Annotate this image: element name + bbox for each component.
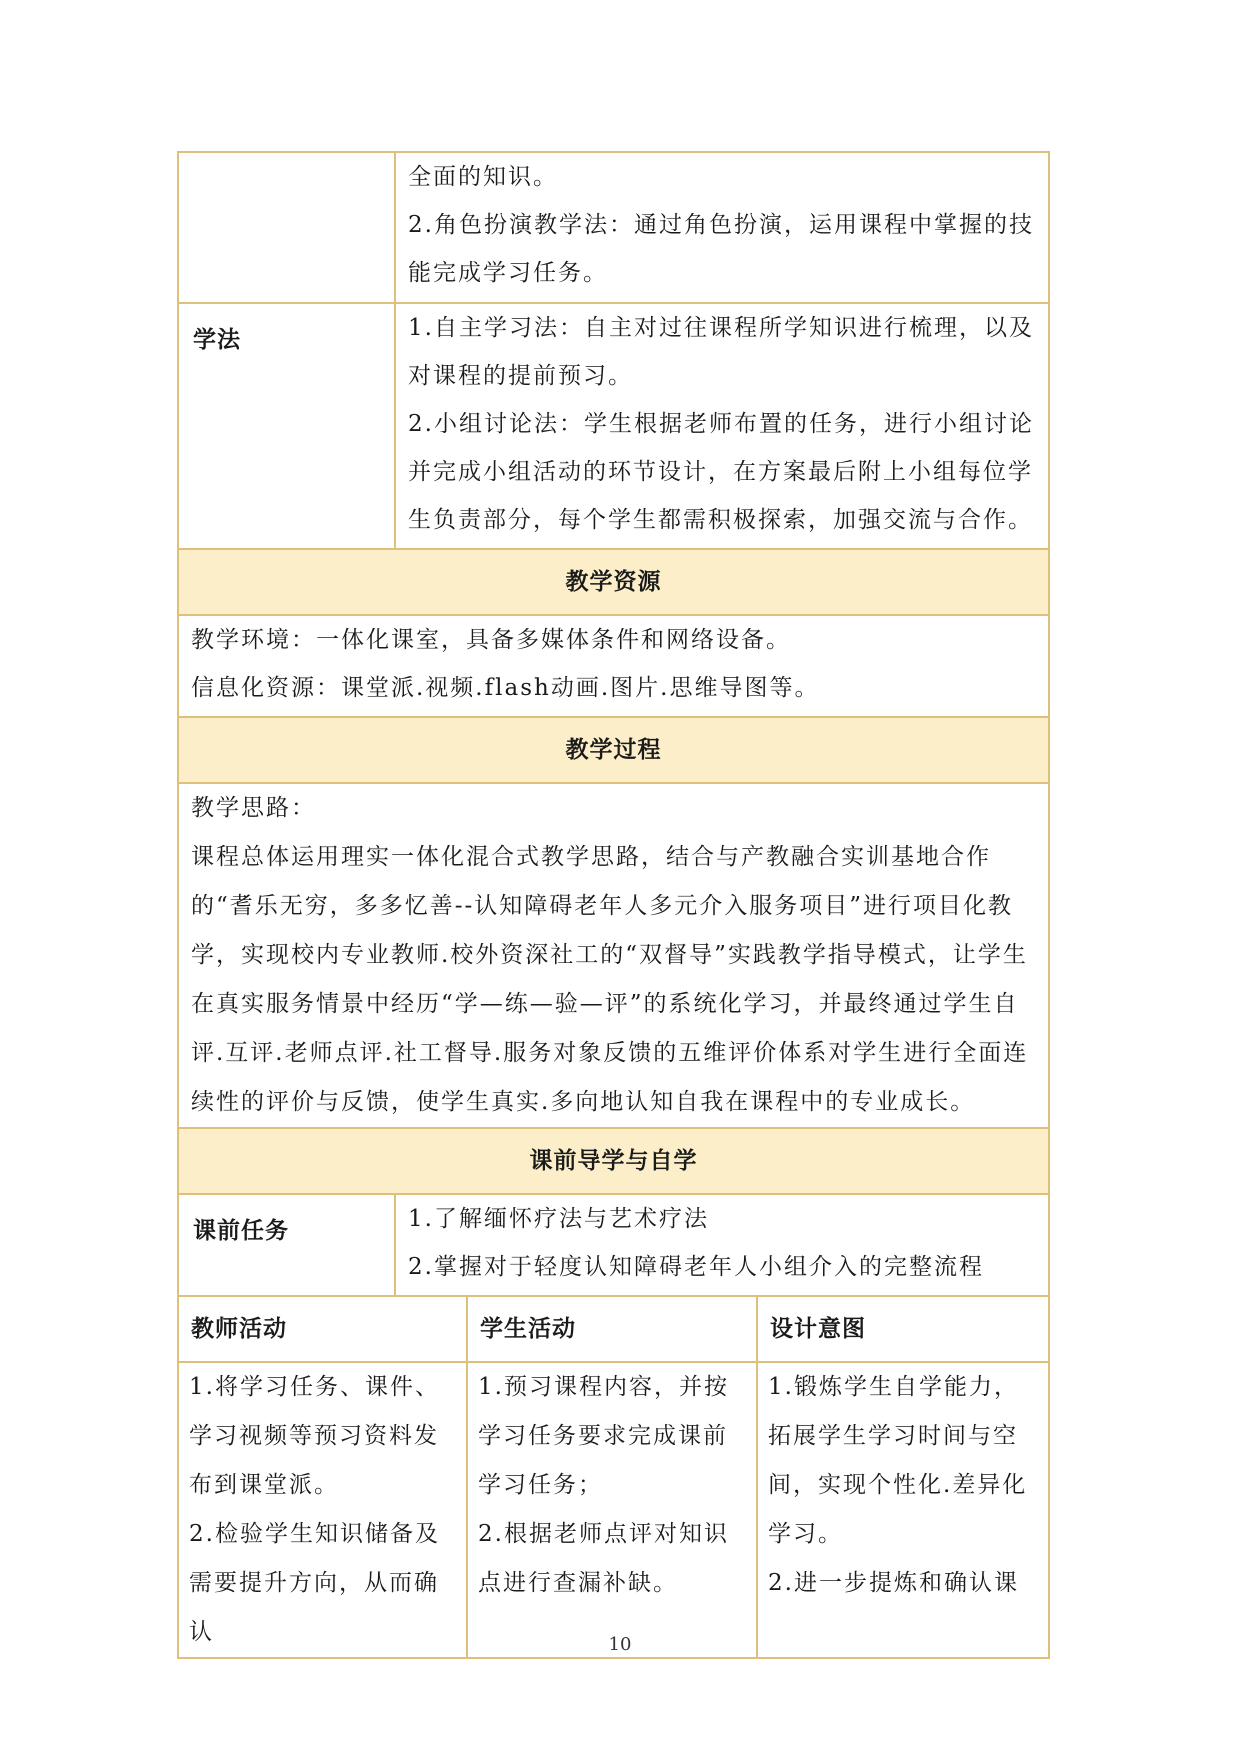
activity-content-row <box>178 1362 1049 1658</box>
process-heading: 教学思路： <box>191 795 316 821</box>
teacher-activity-item: 1.将学习任务、课件、学习视频等预习资料发布到课堂派。 <box>189 1374 440 1498</box>
resources-line: 教学环境：一体化课室，具备多媒体条件和网络设备。 <box>191 627 791 653</box>
study-method-label: 学法 <box>178 303 395 549</box>
method-line: 全面的知识。 <box>408 164 558 190</box>
student-activity-header: 学生活动 <box>467 1296 757 1362</box>
design-intent-item: 2.进一步提炼和确认课 <box>768 1570 1019 1596</box>
teaching-method-continuation-row <box>178 152 1049 303</box>
activity-columns-header-row <box>178 1296 1049 1362</box>
preclass-task-row <box>178 1194 1049 1296</box>
design-intent-content <box>757 1362 1049 1658</box>
teacher-activity-item: 2.检验学生知识储备及需要提升方向，从而确认 <box>189 1521 440 1645</box>
process-title: 教学过程 <box>178 717 1049 783</box>
preclass-title: 课前导学与自学 <box>178 1128 1049 1194</box>
study-method-item: 2.小组讨论法：学生根据老师布置的任务，进行小组讨论并完成小组活动的环节设计，在方案最后附上小组每位学生负责部分，每个学生都需积极探索，加强交流与合作。 <box>408 411 1034 533</box>
student-activity-item: 2.根据老师点评对知识点进行查漏补缺。 <box>478 1521 729 1596</box>
resources-title: 教学资源 <box>178 549 1049 615</box>
resources-header-row <box>178 549 1049 615</box>
design-intent-item: 1.锻炼学生自学能力，拓展学生学习时间与空间，实现个性化.差异化学习。 <box>768 1374 1028 1547</box>
teacher-activity-content <box>178 1362 467 1658</box>
resources-content-row <box>178 615 1049 717</box>
preclass-task-item: 2.掌握对于轻度认知障碍老年人小组介入的完整流程 <box>408 1254 984 1280</box>
teaching-method-content <box>395 152 1049 303</box>
process-body: 课程总体运用理实一体化混合式教学思路，结合与产教融合实训基地合作的“耆乐无穷，多多忆善--认知障碍老年人多元介入服务项目”进行项目化教学，实现校内专业教师.校外资深社工的“双督导”实践教学指导模式，让学生在真实服务情景中经历“学—练—验—评”的系统化学习，并最终通过学生自评.互评.老师点评.社工督导.服务对象反馈的五维评价体系对学生进行全面连续性的评价与反馈，使学生真实.多向地认知自我在课程中的专业成长。 <box>191 844 1029 1115</box>
student-activity-item: 1.预习课程内容，并按学习任务要求完成课前学习任务； <box>478 1374 729 1498</box>
resources-content <box>178 615 1049 717</box>
student-activity-content <box>467 1362 757 1658</box>
lesson-plan-table <box>177 151 1050 1659</box>
empty-label-cell <box>178 152 395 303</box>
process-content-row <box>178 783 1049 1128</box>
study-method-row <box>178 303 1049 549</box>
study-method-item: 1.自主学习法：自主对过往课程所学知识进行梳理，以及对课程的提前预习。 <box>408 315 1034 389</box>
preclass-task-item: 1.了解缅怀疗法与艺术疗法 <box>408 1206 709 1232</box>
preclass-header-row <box>178 1128 1049 1194</box>
study-method-content <box>395 303 1049 549</box>
process-content <box>178 783 1049 1128</box>
design-intent-header: 设计意图 <box>757 1296 1049 1362</box>
process-header-row <box>178 717 1049 783</box>
preclass-task-label: 课前任务 <box>178 1194 395 1296</box>
teacher-activity-header: 教师活动 <box>178 1296 467 1362</box>
resources-line: 信息化资源：课堂派.视频.flash动画.图片.思维导图等。 <box>191 675 820 701</box>
page-number: 10 <box>608 1634 632 1655</box>
method-line: 2.角色扮演教学法：通过角色扮演，运用课程中掌握的技能完成学习任务。 <box>408 212 1034 286</box>
preclass-task-content <box>395 1194 1049 1296</box>
